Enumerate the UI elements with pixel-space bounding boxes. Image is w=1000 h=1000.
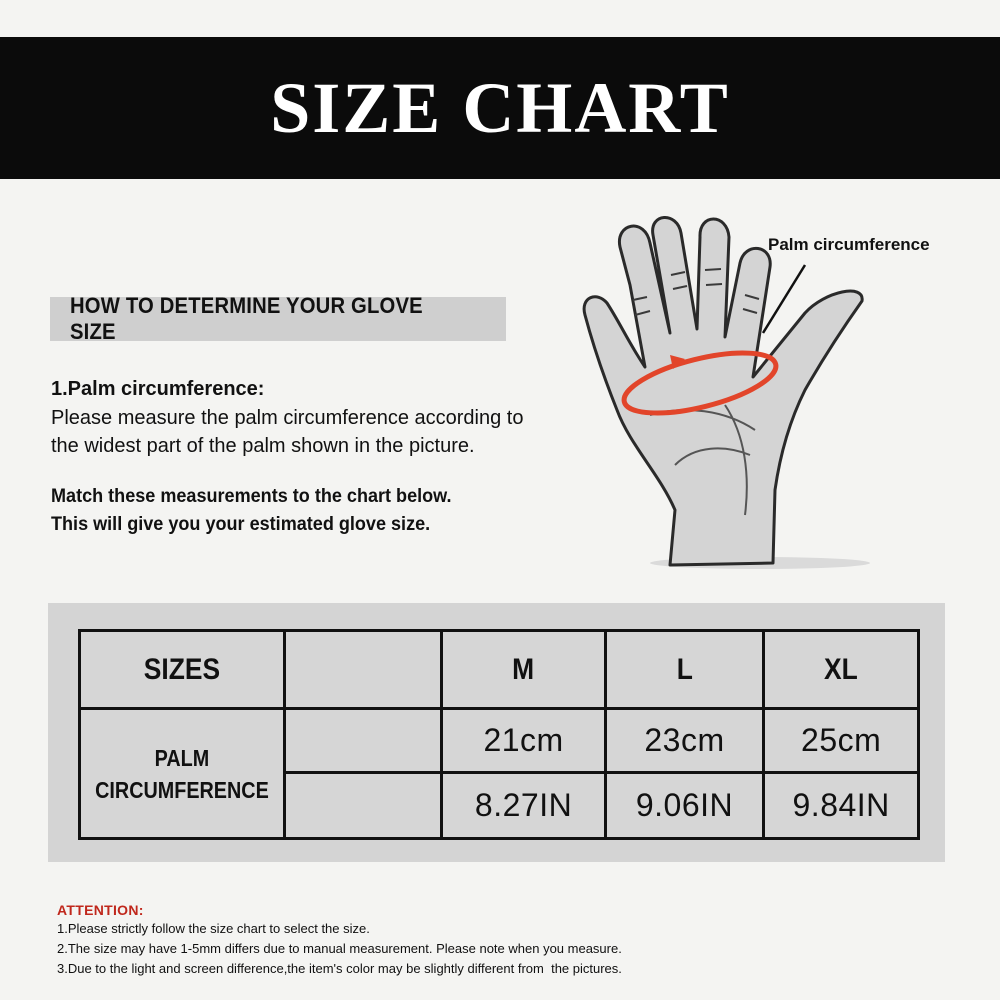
value-cm-xl: 25cm — [764, 709, 919, 773]
attention-title: ATTENTION: — [57, 902, 144, 918]
sizes-header-cell — [80, 631, 285, 709]
palm-desc-line-1: Please measure the palm circumference according to — [51, 407, 524, 429]
match-line-2: This will give you your estimated glove size. — [51, 514, 431, 535]
palm-description — [51, 404, 551, 460]
size-header-m: M — [442, 631, 605, 709]
attention-notes — [57, 919, 957, 979]
value-in-m: 8.27IN — [442, 773, 605, 839]
note-line-3: 3.Due to the light and screen difference,the item's color may be slightly different from the pictures. — [57, 961, 622, 976]
note-line-1: 1.Please strictly follow the size chart to select the size. — [57, 921, 370, 936]
palm-heading: 1.Palm circumference: — [51, 378, 265, 400]
callout-label: Palm circumference — [768, 235, 930, 254]
table-header-row — [80, 631, 919, 709]
palm-row-label-cell — [80, 709, 285, 839]
size-header-l: L — [605, 631, 764, 709]
value-cm-m: 21cm — [442, 709, 605, 773]
value-in-xl: 9.84IN — [764, 773, 919, 839]
value-cm-l: 23cm — [605, 709, 764, 773]
sizes-header-label: SIZES — [143, 652, 221, 686]
palm-desc-line-2: the widest part of the palm shown in the picture. — [51, 435, 475, 457]
blank-cell-in — [284, 773, 442, 839]
title-banner — [0, 37, 1000, 179]
palm-row-label: PALM CIRCUMFERENCE — [95, 744, 269, 803]
blank-header-cell — [284, 631, 442, 709]
match-instructions — [51, 483, 507, 539]
page-title: SIZE CHART — [270, 67, 730, 148]
size-table — [78, 629, 920, 840]
match-line-1: Match these measurements to the chart below. — [51, 486, 452, 507]
howto-title: HOW TO DETERMINE YOUR GLOVE SIZE — [70, 293, 423, 344]
howto-heading-box — [50, 293, 506, 344]
hand-outline-icon — [575, 205, 875, 575]
table-row-cm — [80, 709, 919, 773]
blank-cell-cm — [284, 709, 442, 773]
note-line-2: 2.The size may have 1-5mm differs due to manual measurement. Please note when you measure. — [57, 941, 622, 956]
size-header-xl: XL — [764, 631, 919, 709]
value-in-l: 9.06IN — [605, 773, 764, 839]
